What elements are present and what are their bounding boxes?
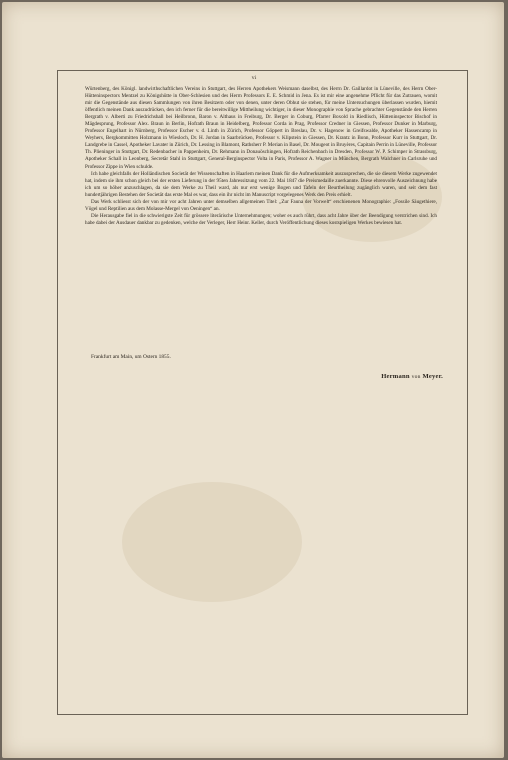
paragraph: Ich habe gleichfalls der Holländischen Societät der Wissenschaften in Haarlem meinen Dank für die Aufmerksamkeit auszusprechen, die sie diesem Werke zugewendet hat, indem sie ihm schon gleich bei der ersten Lieferung in der 95ten Jahressitzung vom 22. Mai 1847 die Preismedaille zuerkannte. Diese ehrenvolle Auszeichnung habe ich um so höher anzuschlagen, da sie dem Werke zu Theil ward, als nur erst wenige Bogen und Tafeln der Beurtheilung zugänglich waren, und seit dem fast hundertjährigen Bestehen der Societät das erste Mal es war, dass ein ihr nicht im Manuscript vorgelegenes Werk den Preis erhielt. xyxy=(85,170,437,198)
author-last-name: Meyer. xyxy=(422,373,443,380)
author-signature xyxy=(381,373,443,380)
paragraph: Die Herausgabe fiel in die schwierigste Zeit für grössere literärische Unternehmungen; woher es auch rührt, dass acht Jahre über der Beendigung verstrichen sind. Ich habe dabei der Ausdauer dankbar zu gedenken, welche der Verleger, Herr Heinr. Keller, durch Veröffentlichung dieses kostspieligen Werkes bewiesen hat. xyxy=(85,212,437,226)
page-number: vi xyxy=(251,75,257,81)
preface-text xyxy=(85,86,437,227)
dateline: Frankfurt am Main, um Ostern 1855. xyxy=(91,354,171,360)
author-particle: von xyxy=(411,374,421,380)
author-first-name: Hermann xyxy=(381,373,410,380)
paragraph: Würtenberg, des Königl. landwirthschaftlichen Vereins in Stuttgart, des Herren Apothekers Weismann daselbst, des Herrn Dr. Gaillardot in Lüneville, des Herrn Ober-Hütteninspectors Mentzel zu Königshütte in Ober-Schlesien und des Herrn Professors E. E. Schmid in Jena. Es ist mir eine angenehme Pflicht für das Zutrauen, womit mir die Gegenstände aus diesen Sammlungen von ihren Besitzern oder von denen, unter deren Obhut sie stehen, für meine Untersuchungen überlassen wurden, hiemit öffentlich meinen Dank auszudrücken, den ich ferner für die bereitwillige Mittheilung wichtiger, in dieser Monographie von Sprache gebrachter Gegenstände den Herren Bergrath v. Alberti zu Friedrichshall bei Heilbronn, Baron v. Althaus in Freiburg, Dr. Berger in Coburg, Pfarrer Boxold in Riedlisch, Hütteninspector Bischof in Mägdesprung, Professor Alex. Braun in Berlin, Hofrath Braun in Heidelberg, Professor Corda in Prag, Professor Credner in Giessen, Professor Dunker in Marburg, Professor Engelhart in Nürnberg, Professor Escher v. d. Linth in Zürich, Professor Göppert in Breslau, Dr. v. Hagenow in Greifswalde, Apotheker Hassencamp in Weyhers, Bergkommitten Holzmann in Wiesloch, Dr. H. Jordan in Saarbrücken, Professor v. Klipstein in Giessen, Dr. Krantz in Bonn, Professor Kurr in Stuttgart, Dr. Landgrebe in Cassel, Apotheker Lavater in Zürich, Dr. Lessing in Blamont, Rathsherr P. Merian in Basel, Dr. Mougeot in Bruyères, Capitain Perrin in Lüneville, Professor Th. Plieninger in Stuttgart, Dr. Redenbacher in Pappenheim, Dr. Rehmann in Donauöschingen, Hofrath Reichenbach in Dresden, Professor W. P. Schimper in Strassburg, Apotheker Schall in Leonberg, Secretär Stahl in Stuttgart, General-Berginspector Volta in Paris, Professor A. Wagner in München, Bergrath Walchner in Carlsruhe und Professor Zippe in Wien schulde. xyxy=(85,86,437,170)
paragraph: Das Werk schliesst sich der von mir vor acht Jahren unter demselben allgemeinen Titel: „Zur Fauna der Vorwelt“ erschienenen Monographie: „Fossile Säugethiere, Vögel und Reptilien aus dem Molasse-Mergel von Oeningen“ an. xyxy=(85,198,437,212)
